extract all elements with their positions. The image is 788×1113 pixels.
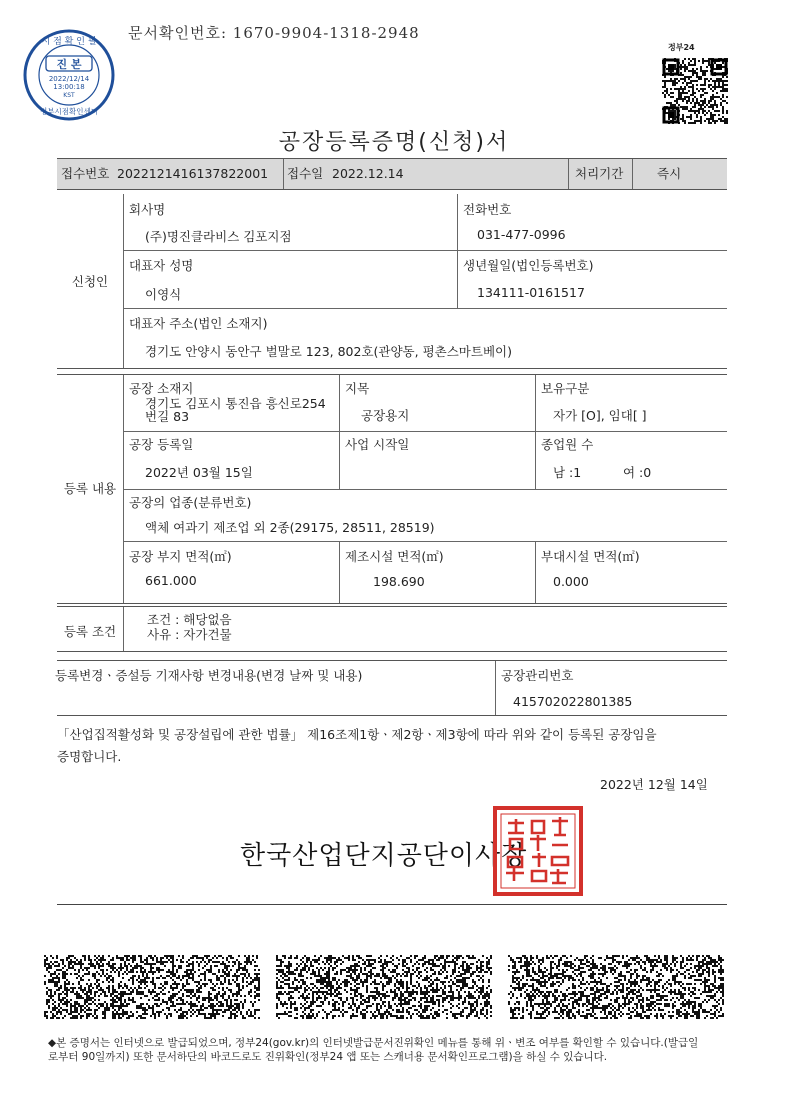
site-area-label: 공장 부지 면적(㎡) — [129, 549, 232, 564]
receipt-number-label: 접수번호 — [61, 166, 110, 181]
svg-text:정부시점확인센터: 정부시점확인센터 — [40, 107, 98, 116]
processing-period-label: 처리기간 — [575, 166, 624, 181]
employees-female: 여 :0 — [623, 465, 652, 480]
qr-caption: 정부24 — [668, 43, 695, 52]
site-area: 661.000 — [145, 573, 197, 588]
barcode-2 — [276, 955, 492, 1019]
changes-label: 등록변경ㆍ증설등 기재사항 변경내용(변경 날짜 및 내용) — [55, 668, 363, 683]
land-category-label: 지목 — [345, 381, 370, 396]
document-title: 공장등록증명(신청)서 — [278, 130, 510, 155]
management-number-label: 공장관리번호 — [501, 668, 574, 683]
certification-stamp — [22, 28, 116, 122]
auxiliary-area: 0.000 — [553, 574, 589, 589]
address-label: 대표자 주소(법인 소재지) — [129, 316, 268, 331]
land-category: 공장용지 — [361, 408, 410, 423]
conditions-section — [57, 606, 727, 652]
applicant-section — [57, 194, 727, 369]
representative-name: 이영식 — [145, 287, 182, 302]
svg-text:시 점 확 인 필: 시 점 확 인 필 — [41, 37, 97, 47]
receipt-date: 2022.12.14 — [332, 166, 404, 181]
issuer-name: 한국산업단지공단이사장 — [240, 841, 528, 871]
representative-address: 경기도 안양시 동안구 벌말로 123, 802호(관양동, 평촌스마트베이) — [145, 344, 512, 359]
manufacturing-area-label: 제조시설 면적(㎡) — [345, 549, 444, 564]
corporate-reg-number: 134111-0161517 — [477, 285, 585, 300]
applicant-section-title: 신청인 — [71, 274, 109, 289]
ownership-type: 자가 [O], 임대[ ] — [553, 408, 647, 423]
svg-text:KST: KST — [63, 92, 75, 99]
company-name-label: 회사명 — [129, 202, 166, 217]
phone-label: 전화번호 — [463, 202, 512, 217]
receipt-number: 2022121416137822001 — [117, 166, 269, 181]
certification-statement: 「산업집적활성화 및 공장설립에 관한 법률」 제16조제1항ㆍ제2항ㆍ제3항에 따라 위와 같이 등록된 공장임을 증명합니다. — [57, 727, 657, 764]
ownership-label: 보유구분 — [541, 381, 590, 396]
registration-section-title: 등록 내용 — [63, 481, 117, 496]
issue-date: 2022년 12월 14일 — [600, 777, 708, 792]
document-number: 문서확인번호: 1670-9904-1318-2948 — [128, 24, 420, 42]
phone-number: 031-477-0996 — [477, 227, 566, 242]
management-number: 415702022801385 — [513, 694, 633, 709]
business-start-label: 사업 시작일 — [345, 437, 410, 452]
processing-period: 즉시 — [657, 166, 682, 181]
svg-text:진 본: 진 본 — [56, 58, 82, 71]
factory-location: 경기도 김포시 통진읍 흥신로254 번길 83 — [145, 396, 326, 424]
barcode-3 — [508, 955, 724, 1019]
auxiliary-area-label: 부대시설 면적(㎡) — [541, 549, 640, 564]
employees-male: 남 :1 — [553, 465, 582, 480]
official-seal — [492, 805, 584, 897]
employee-count-label: 종업원 수 — [541, 437, 594, 452]
industry-label: 공장의 업종(분류번호) — [129, 495, 252, 510]
representative-label: 대표자 성명 — [129, 258, 194, 273]
condition: 조건 : 해당없음 — [147, 612, 232, 627]
registration-section — [57, 374, 727, 604]
registration-date-label: 공장 등록일 — [129, 437, 194, 452]
svg-text:13:00:18: 13:00:18 — [53, 83, 85, 91]
verification-footnote: ◆본 증명서는 인터넷으로 발급되었으며, 정부24(gov.kr)의 인터넷발급문서진위확인 메뉴를 통해 위ㆍ변조 여부를 확인할 수 있습니다.(발급일 로부터 90일까지) 또한 문서하단의 바코드로도 진위확인(정부24 앱 또는 스캐너용 문서확인프로그램)을 하실 수 있습니다. — [48, 1037, 699, 1063]
condition-reason: 사유 : 자가건물 — [147, 627, 232, 642]
industry-type: 액체 여과기 제조업 외 2종(29175, 28511, 28519) — [145, 520, 435, 535]
receipt-date-label: 접수일 — [287, 166, 324, 181]
svg-text:2022/12/14: 2022/12/14 — [48, 75, 90, 83]
manufacturing-area: 198.690 — [373, 574, 425, 589]
footer-divider — [57, 904, 727, 905]
qr-code-icon — [662, 58, 728, 124]
company-name: (주)명진클라비스 김포지점 — [145, 229, 292, 244]
birth-label: 생년월일(법인등록번호) — [463, 258, 594, 273]
conditions-section-title: 등록 조건 — [63, 624, 117, 639]
barcode-1 — [44, 955, 260, 1019]
changes-section — [57, 660, 727, 716]
factory-location-label: 공장 소재지 — [129, 381, 194, 396]
receipt-info-bar — [57, 158, 727, 190]
registration-date: 2022년 03월 15일 — [145, 465, 253, 480]
